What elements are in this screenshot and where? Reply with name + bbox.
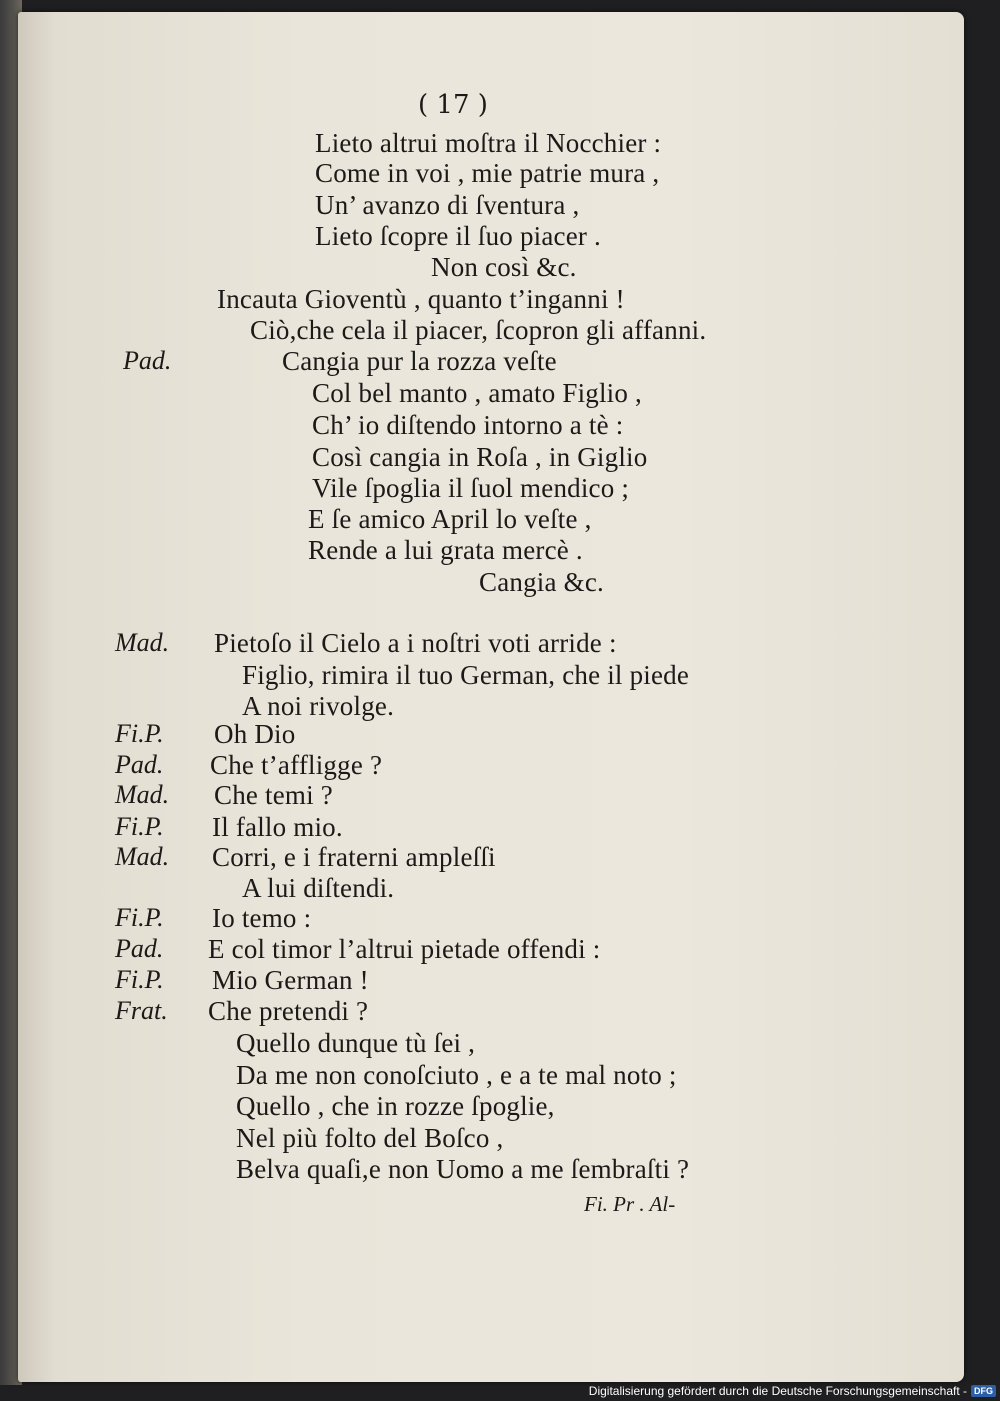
verse-line: Corri, e i fraterni ampleſſi [212, 842, 496, 872]
speaker-label: Pad. [123, 346, 172, 375]
verse-line: Rende a lui grata mercè . [308, 535, 583, 565]
speaker-label: Fi.P. [115, 812, 164, 841]
digitization-footer [589, 1381, 1000, 1401]
page-number: ( 17 ) [418, 90, 488, 120]
verse-line: Che t’affligge ? [210, 750, 383, 780]
verse-line: Da me non conoſciuto , e a te mal noto ; [236, 1060, 677, 1090]
speaker-label: Mad. [115, 780, 170, 809]
verse-line: A lui diſtendi. [242, 873, 395, 903]
verse-line: Cangia &c. [479, 567, 604, 597]
verse-line: Figlio, rimira il tuo German, che il piede [242, 660, 690, 690]
verse-line: Come in voi , mie patrie mura , [315, 158, 660, 188]
dfg-logo-icon: DFG [971, 1385, 996, 1397]
speaker-label: Fi.P. [115, 903, 164, 932]
catchword: Fi. Pr . Al- [584, 1192, 676, 1216]
verse-line: Il fallo mio. [212, 812, 343, 842]
book-page [18, 12, 964, 1382]
verse-line: Ch’ io diſtendo intorno a tè : [312, 410, 624, 440]
verse-line: Nel più folto del Boſco , [236, 1123, 504, 1153]
verse-line: E col timor l’altrui pietade offendi : [208, 934, 601, 964]
funding-notice: Digitalisierung gefördert durch die Deutsche Forschungsgemeinschaft - [588, 1384, 967, 1398]
verse-line: Mio German ! [212, 965, 369, 995]
verse-line: Incauta Gioventù , quanto t’inganni ! [217, 284, 625, 314]
verse-line: Io temo : [212, 903, 312, 933]
verse-line: Quello , che in rozze ſpoglie, [236, 1091, 555, 1121]
verse-line: Che pretendi ? [208, 996, 369, 1026]
speaker-label: Mad. [115, 628, 170, 657]
verse-line: Cangia pur la rozza veſte [282, 346, 557, 376]
verse-line: Belva quaſi,e non Uomo a me ſembraſti ? [236, 1154, 690, 1184]
verse-line: Vile ſpoglia il ſuol mendico ; [312, 473, 630, 503]
verse-line: Non così &c. [431, 252, 577, 282]
verse-line: E ſe amico April lo veſte , [308, 504, 592, 534]
speaker-label: Fi.P. [115, 965, 164, 994]
verse-line: Un’ avanzo di ſventura , [315, 190, 580, 220]
verse-line: Oh Dio [214, 719, 296, 749]
speaker-label: Fi.P. [115, 719, 164, 748]
speaker-label: Mad. [115, 842, 170, 871]
verse-line: Così cangia in Roſa , in Giglio [312, 442, 648, 472]
speaker-label: Pad. [115, 750, 164, 779]
verse-line: Ciò,che cela il piacer, ſcopron gli affanni. [250, 315, 707, 345]
verse-line: Quello dunque tù ſei , [236, 1028, 476, 1058]
verse-line: Che temi ? [214, 780, 333, 810]
verse-line: Pietoſo il Cielo a i noſtri voti arride : [214, 628, 617, 658]
speaker-label: Frat. [115, 996, 168, 1025]
speaker-label: Pad. [115, 934, 164, 963]
verse-line: A noi rivolge. [242, 691, 395, 721]
verse-line: Lieto ſcopre il ſuo piacer . [315, 221, 601, 251]
verse-line: Lieto altrui moſtra il Nocchier : [315, 128, 662, 158]
verse-line: Col bel manto , amato Figlio , [312, 378, 642, 408]
